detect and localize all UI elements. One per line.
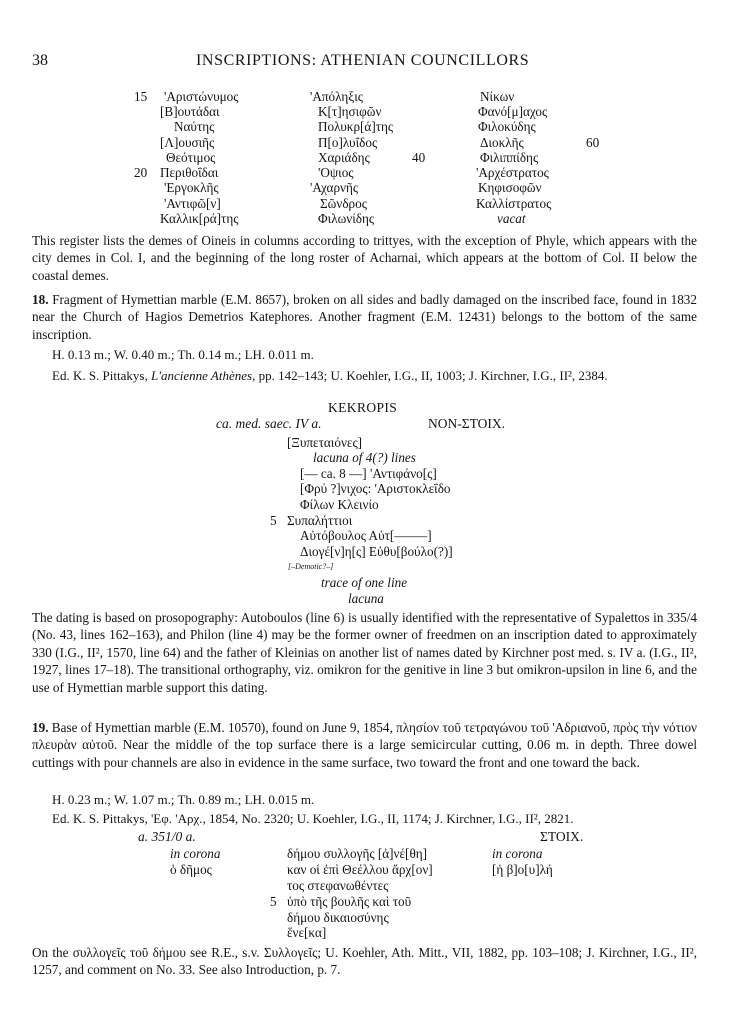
- inscription-line: Αὐτόβουλος Αὐτ[–––––]: [300, 528, 432, 543]
- entry-19-description: [32, 719, 697, 771]
- register-entry: Διοκλῆς: [480, 135, 524, 150]
- entry-18-description: [32, 291, 697, 343]
- inscription-line-demotic: [–Demotic?–]: [288, 562, 334, 571]
- line-number: 5: [270, 894, 277, 909]
- register-entry: 'Αρχέστρατος: [476, 165, 549, 180]
- register-entry: Κ[τ]ησιφῶν: [318, 104, 382, 119]
- register-entry: Πολυκρ[ά]της: [318, 119, 394, 134]
- stoichedon-label: ΣΤΟΙΧ.: [540, 829, 584, 844]
- corona-text: ὁ δῆμος: [170, 862, 212, 877]
- register-entry-vacat: vacat: [497, 211, 526, 226]
- register-entry: Φιλωνίδης: [318, 211, 375, 226]
- inscription-trace: trace of one line: [321, 575, 408, 590]
- date-text: a. 351/0 a.: [138, 829, 196, 844]
- inscription-line: [Ξυπεταιόνες]: [287, 435, 363, 450]
- stoichedon-label: NON-ΣΤΟΙΧ.: [428, 416, 505, 431]
- commentary-text: This register lists the demes of Oineis in columns according to trittyes, with the exception of Phyle, which appears with the city demes in Col. I, and the beginning of the long roster of Acharnai, which appears at the bottom of Col. II below the coastal demes.: [32, 233, 697, 283]
- register-entry: [Β]ουτάδαι: [160, 104, 220, 119]
- register-entry: Π[ο]λυΐδος: [318, 135, 378, 150]
- register-entry: Φιλιππίδης: [480, 150, 539, 165]
- register-entry: Θεότιμος: [166, 150, 216, 165]
- entry-number: 19.: [32, 720, 49, 735]
- inscription-line: καν οἱ ἐπὶ Θεέλλου ἄρχ[ον]: [287, 862, 433, 877]
- inscription-date: [138, 829, 196, 845]
- inscription-lacuna: lacuna of 4(?) lines: [313, 450, 416, 465]
- tribe-heading: KEKROPIS: [328, 400, 398, 415]
- register-entry: Ναύτης: [174, 119, 215, 134]
- register-entry: 'Εργοκλῆς: [164, 180, 219, 195]
- inscription-line: δήμου συλλογῆς [ἀ]νέ[θη]: [287, 846, 428, 861]
- entry-description: Base of Hymettian marble (E.M. 10570), found on June 9, 1854, πλησίον τοῦ τετραγώνου τοῦ 'Αδριανοῦ, πρὸς τὴν νότιον πλευρὰν αὐτοῦ. Near the middle of the top surface there is a large semicircular cutting, 0.06 m. in depth. Three dowel cuttings with pour channels are also in evidence in the same surface, two toward the front and one toward the back.: [32, 720, 698, 770]
- line-number: 20: [134, 165, 148, 180]
- register-entry: 'Αχαρνῆς: [310, 180, 359, 195]
- register-entry: [Λ]ουσιῆς: [160, 135, 215, 150]
- commentary-text: On the συλλογεῖς τοῦ δήμου see R.E., s.v. Συλλογεῖς; U. Koehler, Ath. Mitt., VII, 1882, pp. 103–108; J. Kirchner, I.G., II², 1257, and comment on No. 33. See also Introduction, p. 7.: [32, 945, 697, 978]
- inscription-line: Φίλων Κλεινίο: [300, 497, 379, 512]
- inscription-date: ca. med. saec. IV a.: [216, 416, 322, 431]
- entry-number: 18.: [32, 292, 49, 307]
- page-number: 38: [32, 52, 48, 69]
- entry-18-commentary: [32, 609, 697, 696]
- register-entry: Χαριάδης: [318, 150, 370, 165]
- corona-text: [ἡ β]ο[υ]λή: [492, 862, 553, 877]
- inscription-line: [–– ca. 8 ––] 'Αντιφάνο[ς]: [300, 466, 437, 481]
- register-entry: Καλλίστρατος: [476, 196, 552, 211]
- register-entry: 'Αντιφῶ[ν]: [164, 196, 221, 211]
- running-title: INSCRIPTIONS: ATHENIAN COUNCILLORS: [196, 52, 530, 69]
- register-entry: Σῶνδρος: [320, 196, 367, 211]
- register-entry: Περιθοΐδαι: [160, 165, 219, 180]
- corona-label: in corona: [170, 846, 221, 861]
- register-entry: Φανό[μ]αχος: [478, 104, 548, 119]
- line-number: 5: [270, 513, 277, 528]
- line-number: 15: [134, 89, 148, 104]
- inscription-line: Διογέ[ν]η[ς] Εὐθυ[βούλο(?)]: [300, 544, 453, 559]
- inscription-line: δήμου δικαιοσύνης: [287, 910, 389, 925]
- register-entry: Καλλικ[ρά]της: [160, 211, 239, 226]
- inscription-lacuna: lacuna: [348, 591, 384, 606]
- inscription-line: ἕνε[κα]: [287, 925, 327, 940]
- register-entry: 'Απόληξις: [310, 89, 363, 104]
- entry-18-dimensions: H. 0.13 m.; W. 0.40 m.; Th. 0.14 m.; LH. 0.011 m.: [52, 347, 314, 362]
- line-number: 40: [412, 150, 426, 165]
- inscription-line: ὑπὸ τῆς βουλῆς καὶ τοῦ: [287, 894, 412, 909]
- inscription-line: τος στεφανωθέντες: [287, 878, 389, 893]
- inscription-line: Συπαλήττιοι: [287, 513, 353, 528]
- register-entry: Φιλοκύδης: [478, 119, 536, 134]
- entry-description: Fragment of Hymettian marble (E.M. 8657), broken on all sides and badly damaged on the inscribed face, found in 1832 near the Church of Hagios Demetrios Katephores. Another fragment (E.M. 12431) belongs to the bottom of the same inscription.: [32, 292, 697, 342]
- register-commentary: [32, 232, 697, 284]
- entry-19-dimensions: H. 0.23 m.; W. 1.07 m.; Th. 0.89 m.; LH. 0.015 m.: [52, 792, 315, 807]
- commentary-text: The dating is based on prosopography: Autoboulos (line 6) is usually identified with the representative of Sypalettos in 335/4 (No. 43, lines 162–163), and Philon (line 4) may be the former owner of freedmen on an inscription dated to approximately 330 (I.G., II², 1570, line 64) and the father of Kleinias on another list of names dated by Kirchner post med. s. IV a. (I.G., II², 1927, lines 17–18). The transitional orthography, viz. omikron for the genitive in line 3 but omikron-upsilon in line 6, and the use of Hymettian marble support this dating.: [32, 610, 697, 695]
- line-number: 60: [586, 135, 600, 150]
- inscription-line: [Φρύ ?]νιχος: 'Αριστοκλεΐδο: [300, 481, 451, 496]
- entry-18-edition: [52, 368, 608, 384]
- register-entry: Κηφισοφῶν: [478, 180, 542, 195]
- register-entry: 'Οψιος: [318, 165, 354, 180]
- register-entry: 'Αριστώνυμος: [164, 89, 239, 104]
- entry-19-commentary: [32, 944, 697, 979]
- corona-label: in corona: [492, 846, 543, 861]
- edition-prefix: Ed. K. S. Pittakys,: [52, 368, 151, 383]
- entry-19-edition: Ed. K. S. Pittakys, 'Εφ. 'Αρχ., 1854, No. 2320; U. Koehler, I.G., II, 1174; J. Kirchner, I.G., II², 2821.: [52, 811, 574, 826]
- register-entry: Νίκων: [480, 89, 515, 104]
- edition-references: , pp. 142–143; U. Koehler, I.G., II, 1003; J. Kirchner, I.G., II², 2384.: [252, 368, 608, 383]
- edition-title: L'ancienne Athènes: [150, 368, 253, 383]
